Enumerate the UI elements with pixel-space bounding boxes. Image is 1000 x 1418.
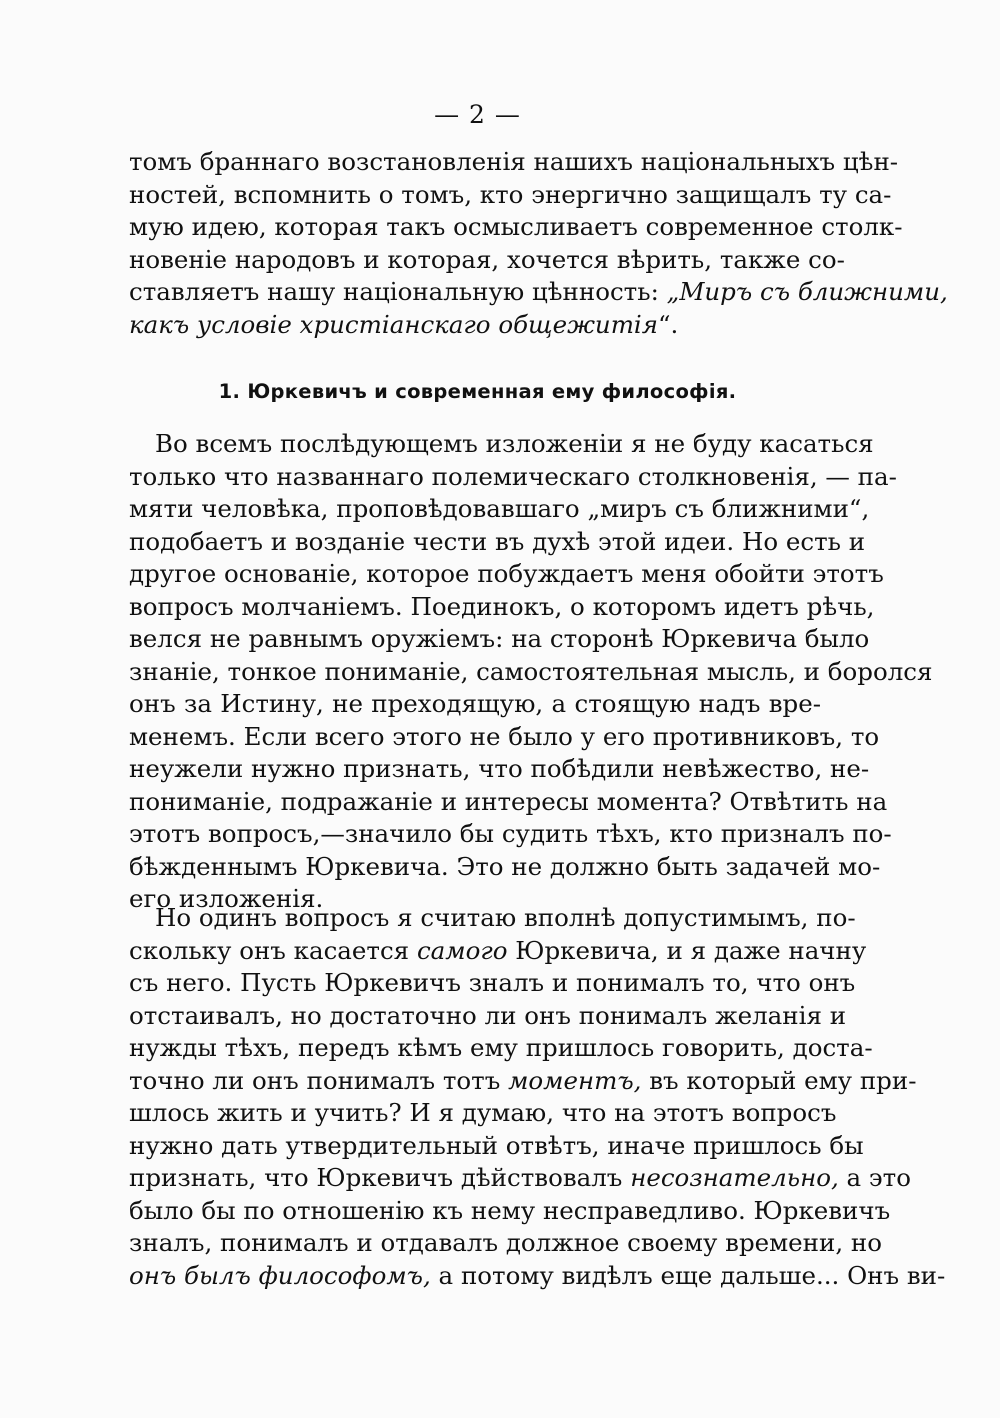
text-span: “. [658,309,679,339]
italic-word: онъ былъ философомъ, [129,1260,431,1290]
text-line: Во всемъ послѣдующемъ изложеніи я не буду касаться [155,429,874,458]
text-line: подобаетъ и возданіе чести въ духѣ этой идеи. Но есть и [129,526,866,556]
text-line [129,309,821,342]
text-line: другое основаніе, которое побуждаетъ меня обойти этотъ [129,559,884,588]
text-line: Но одинъ вопросъ я считаю вполнѣ допустимымъ, по- [155,903,856,932]
italic-word: несознательно, [630,1163,839,1192]
text-span: точно ли онъ понималъ тотъ [129,1065,509,1095]
intro-paragraph [129,146,948,341]
text-line: велся не равнымъ оружіемъ: на сторонѣ Юркевича было [129,624,870,653]
text-line: вопросъ молчаніемъ. Поединокъ, о которомъ идетъ рѣчь, [129,591,875,621]
text-line [129,276,948,309]
text-span: въ который ему при- [641,1065,917,1095]
paragraph-1 [129,428,933,916]
paragraph-2 [129,902,946,1292]
text-line: новеніе народовъ и которая, хочется вѣрить, также со- [129,244,845,274]
italic-word: моментъ, [508,1065,642,1095]
text-line [129,1162,911,1195]
text-span: признать, что Юркевичъ дѣйствовалъ [129,1163,631,1192]
text-line: его изложенія. [129,884,324,913]
text-line: мую идею, которая такъ осмысливаетъ современное столк- [129,212,903,241]
italic-word: самого [416,935,508,965]
text-line: мяти человѣка, проповѣдовавшаго „миръ съ ближними“, [129,494,870,523]
text-line [129,935,867,968]
text-line [129,1260,946,1293]
text-line: знаніе, тонкое пониманіе, самостоятельная мысль, и боролся [129,656,933,686]
text-line: нужды тѣхъ, передъ кѣмъ ему пришлось говорить, доста- [129,1033,873,1062]
text-line: было бы по отношенію къ нему несправедливо. Юркевичъ [129,1195,891,1225]
text-line: зналъ, понималъ и отдавалъ должное своему времени, но [129,1228,882,1257]
text-line: бѣжденнымъ Юркевича. Это не должно быть задачей мо- [129,851,881,881]
text-span: ставляетъ нашу національную цѣнность: [129,277,667,306]
text-line: нужно дать утвердительный отвѣтъ, иначе пришлось бы [129,1130,864,1160]
text-span: а это [838,1163,911,1192]
page-number: — 2 — [434,100,521,129]
text-line [129,1065,917,1098]
text-line: менемъ. Если всего этого не было у его противниковъ, то [129,721,880,751]
text-line: томъ браннаго возстановленія нашихъ національныхъ цѣн- [129,147,899,176]
text-span: а потому видѣлъ еще дальше... Онъ ви- [430,1260,946,1290]
text-line: пониманіе, подражаніе и интересы момента? Отвѣтить на [129,786,888,816]
text-line: ностей, вспомнить о томъ, кто энергично защищалъ ту са- [129,179,892,209]
text-span: Юркевича, и я даже начну [507,935,867,965]
text-line: съ него. Пусть Юркевичъ зналъ и понималъ то, что онъ [129,968,856,997]
text-line: только что названнаго полемическаго столкновенія, — па- [129,461,897,491]
text-line: этотъ вопросъ,—значило бы судить тѣхъ, кто призналъ по- [129,819,892,848]
text-line: отстаивалъ, но достаточно ли онъ понималъ желанія и [129,1000,847,1030]
text-line: неужели нужно признать, что побѣдили невѣжество, не- [129,754,870,783]
text-line: шлось жить и учить? И я думаю, что на этотъ вопросъ [129,1098,837,1127]
italic-quote: „Миръ съ ближними, [666,277,948,306]
text-span: скольку онъ касается [129,935,417,965]
italic-quote: какъ условіе христіанскаго общежитія [129,309,658,339]
text-line: онъ за Истину, не преходящую, а стоящую надъ вре- [129,689,821,718]
section-heading: 1. Юркевичъ и современная ему философія. [218,380,737,403]
